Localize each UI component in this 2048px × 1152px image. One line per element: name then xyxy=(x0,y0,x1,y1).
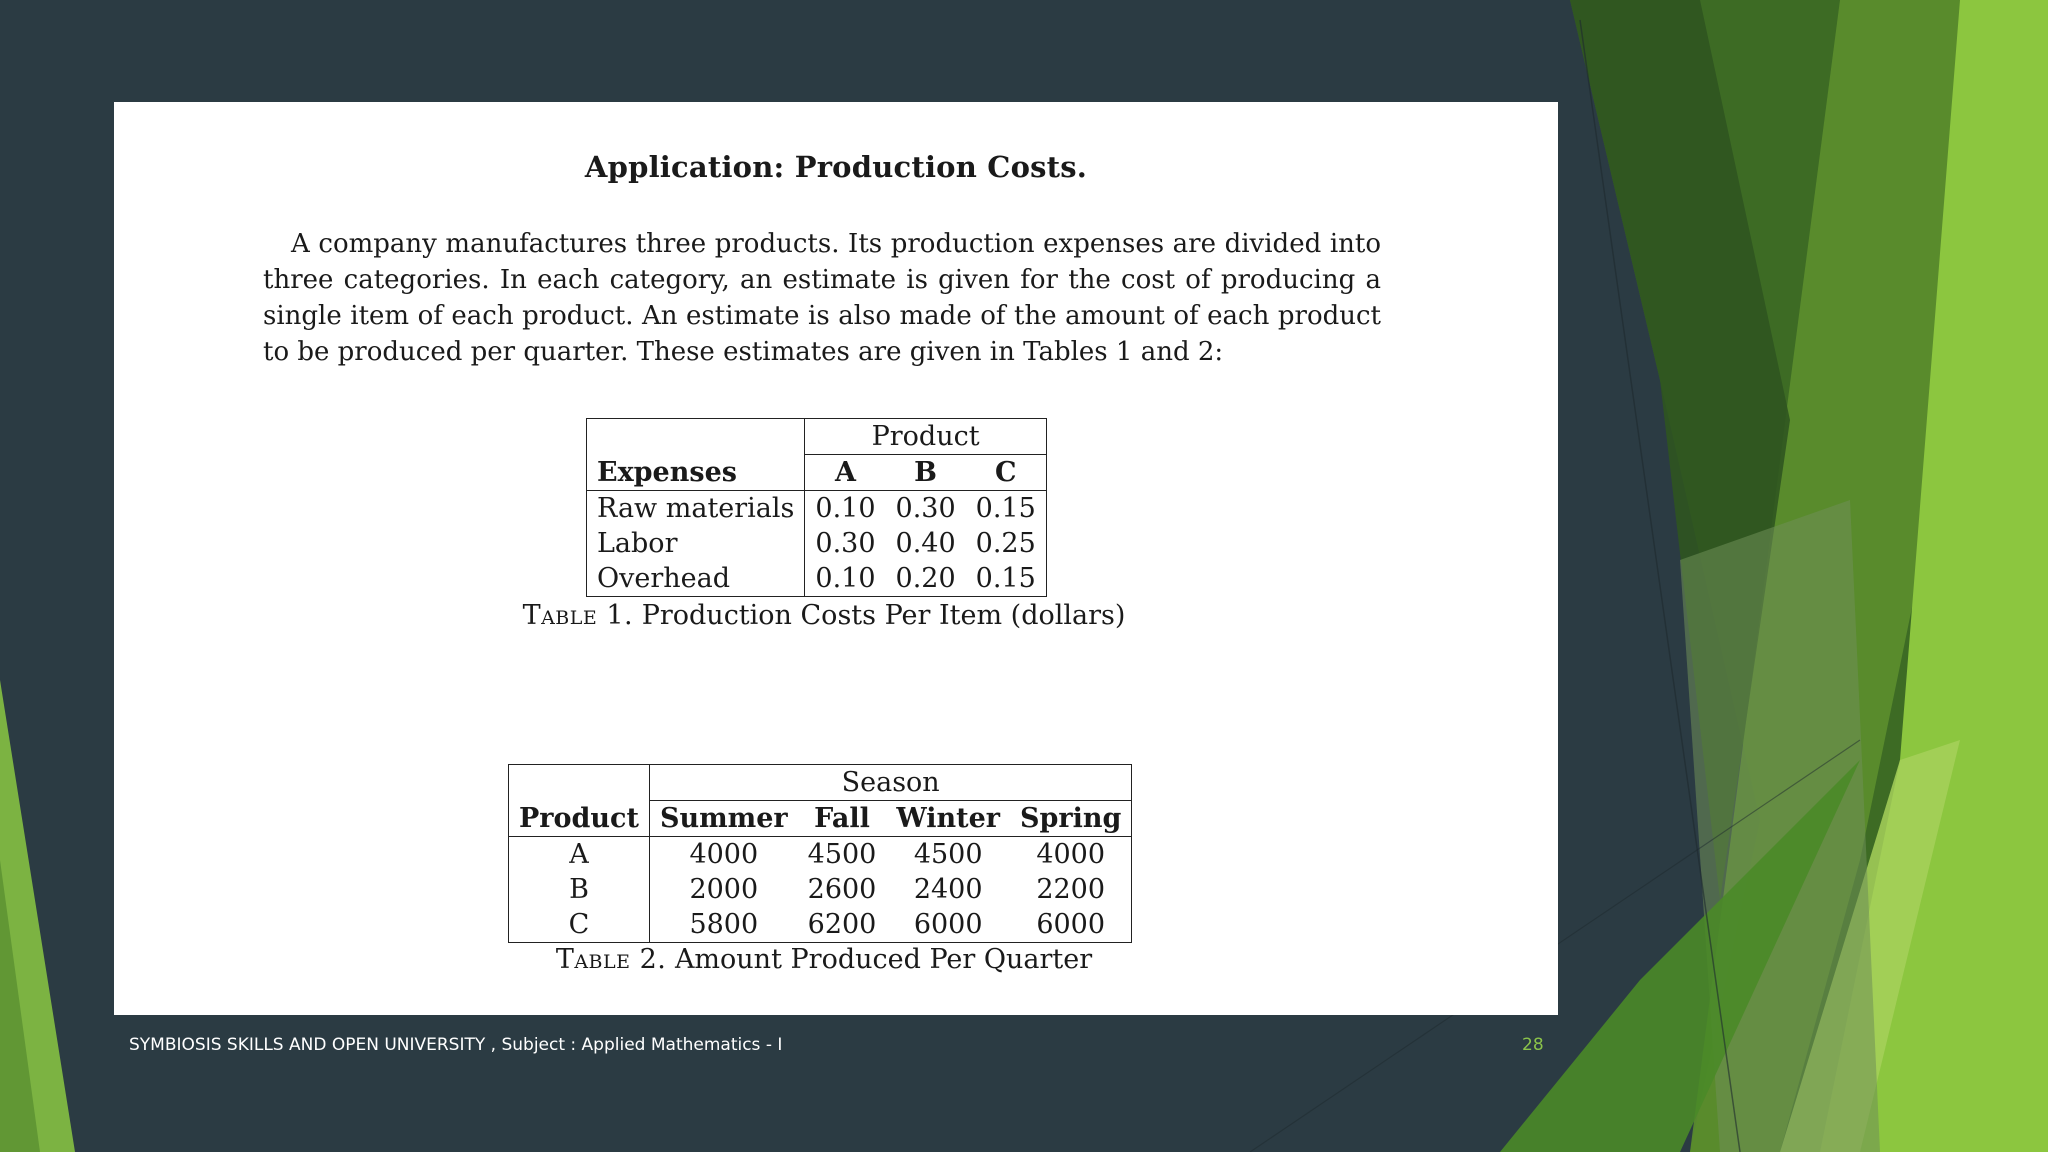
table1-cell: 0.15 xyxy=(975,493,1036,524)
table1-caption-text: Production Costs Per Item (dollars) xyxy=(641,600,1126,631)
slide-paragraph: A company manufactures three products. Its production expenses are divided into three categories. In each category, an estimate is given for the cost of producing a single item of each product. An estimate is also made of the amount of each product to be produced per quarter. These estimates are given in Tables 1 and 2: xyxy=(263,229,1381,367)
table2-column-header: Spring xyxy=(1010,801,1132,837)
table2-row-label: B xyxy=(509,872,650,907)
table2-cell: 2000 xyxy=(689,874,759,905)
table1-cell: 0.30 xyxy=(815,528,876,559)
slide-content-panel xyxy=(114,102,1558,1015)
table2-cell: 4500 xyxy=(807,839,877,870)
table2-cell: 2200 xyxy=(1036,874,1106,905)
amount-produced-table xyxy=(508,764,1132,943)
table2-corner-cell xyxy=(509,765,650,801)
table1-cell: 0.10 xyxy=(815,563,876,594)
table1-row-label: Overhead xyxy=(587,561,805,597)
slide-footer: SYMBIOSIS SKILLS AND OPEN UNIVERSITY , Subject : Applied Mathematics - I xyxy=(129,1035,783,1055)
table2-cell: 6000 xyxy=(1036,909,1106,940)
slide-title: Application: Production Costs. xyxy=(584,150,1088,184)
table-row xyxy=(509,837,1132,873)
table1-cell: 0.20 xyxy=(895,563,956,594)
table2-cell: 4000 xyxy=(1036,839,1106,870)
table1-cell: 0.30 xyxy=(895,493,956,524)
table1-caption-label: Table 1. xyxy=(522,600,634,631)
page-number: 28 xyxy=(1522,1035,1544,1055)
table2-cell: 2400 xyxy=(913,874,983,905)
table2-cell: 4000 xyxy=(689,839,759,870)
table2-cell: 5800 xyxy=(689,909,759,940)
table1-column-header: B xyxy=(886,455,966,491)
table2-caption-text: Amount Produced Per Quarter xyxy=(674,944,1093,975)
table2-cell: 2600 xyxy=(807,874,877,905)
table1-cell: 0.40 xyxy=(895,528,956,559)
table-row xyxy=(587,526,1047,561)
production-costs-table xyxy=(586,418,1047,597)
table1-caption xyxy=(102,600,1546,631)
table1-row-header: Expenses xyxy=(587,455,805,491)
table1-cell: 0.25 xyxy=(975,528,1036,559)
table1-cell: 0.15 xyxy=(975,563,1036,594)
table1-corner-cell xyxy=(587,419,805,455)
table2-cell: 6200 xyxy=(807,909,877,940)
table1-cell: 0.10 xyxy=(815,493,876,524)
table2-column-header: Winter xyxy=(886,801,1010,837)
table1-row-label: Labor xyxy=(587,526,805,561)
table1-row-label: Raw materials xyxy=(587,491,805,527)
table2-row-label: A xyxy=(509,837,650,873)
table-row xyxy=(587,491,1047,527)
table-row xyxy=(509,872,1132,907)
table-row xyxy=(509,907,1132,943)
table2-cell: 6000 xyxy=(913,909,983,940)
table-row xyxy=(587,561,1047,597)
table2-column-header: Fall xyxy=(798,801,887,837)
table2-row-header: Product xyxy=(509,801,650,837)
table2-column-header: Summer xyxy=(649,801,797,837)
table2-caption-label: Table 2. xyxy=(555,944,667,975)
table1-column-header: A xyxy=(805,455,886,491)
table2-cell: 4500 xyxy=(913,839,983,870)
table1-column-header: C xyxy=(966,455,1047,491)
table2-caption xyxy=(102,944,1546,975)
table1-group-header: Product xyxy=(805,419,1046,455)
table2-row-label: C xyxy=(509,907,650,943)
table2-group-header: Season xyxy=(649,765,1131,801)
